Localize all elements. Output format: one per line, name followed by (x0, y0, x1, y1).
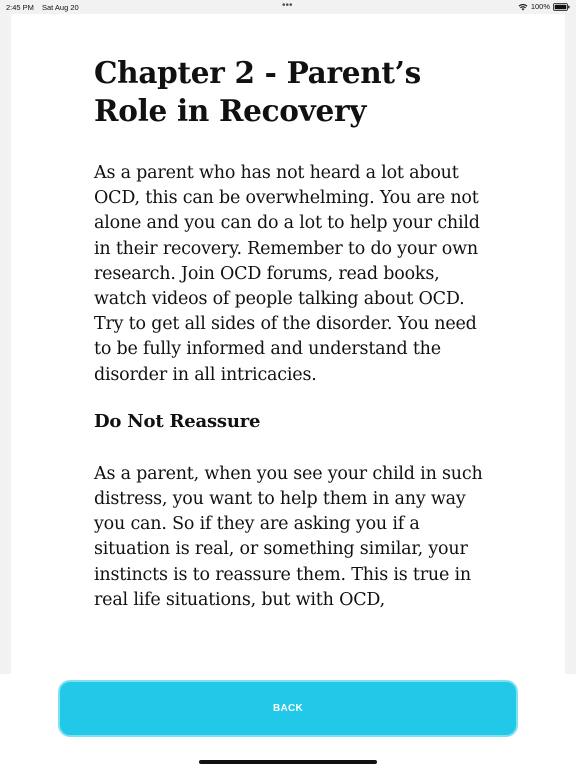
article-paragraph: As a parent who has not heard a lot about OCD, this can be overwhelming. You are not alone and you can do a lot to help your child in their recovery. Remember to do your own research. Join OCD forums, read books, watch videos of people talking about OCD. Try to get all sides of the disorder. You need to be fully informed and understand the disorder in all intricacies. (94, 163, 480, 385)
article-content (94, 54, 494, 613)
status-bar (0, 0, 576, 14)
home-indicator[interactable] (199, 760, 377, 764)
status-date: Sat Aug 20 (42, 3, 79, 12)
battery-icon (553, 3, 570, 11)
article-paragraph: As a parent, when you see your child in such distress, you want to help them in any way you can. So if they are asking you if a situation is real, or something similar, your instincts is to reassure them. This is true in real life situations, but with OCD, (94, 463, 483, 610)
multitasking-dots[interactable]: ••• (282, 0, 293, 11)
battery-percent: 100% (530, 2, 550, 11)
chapter-title: Chapter 2 - Parent’s Role in Recovery (94, 55, 421, 128)
status-time: 2:45 PM (6, 3, 34, 12)
reader-page[interactable] (11, 14, 565, 674)
back-button[interactable]: BACK (58, 680, 518, 737)
wifi-icon (518, 3, 528, 11)
status-indicators (518, 2, 570, 11)
section-heading: Do Not Reassure (94, 410, 261, 432)
